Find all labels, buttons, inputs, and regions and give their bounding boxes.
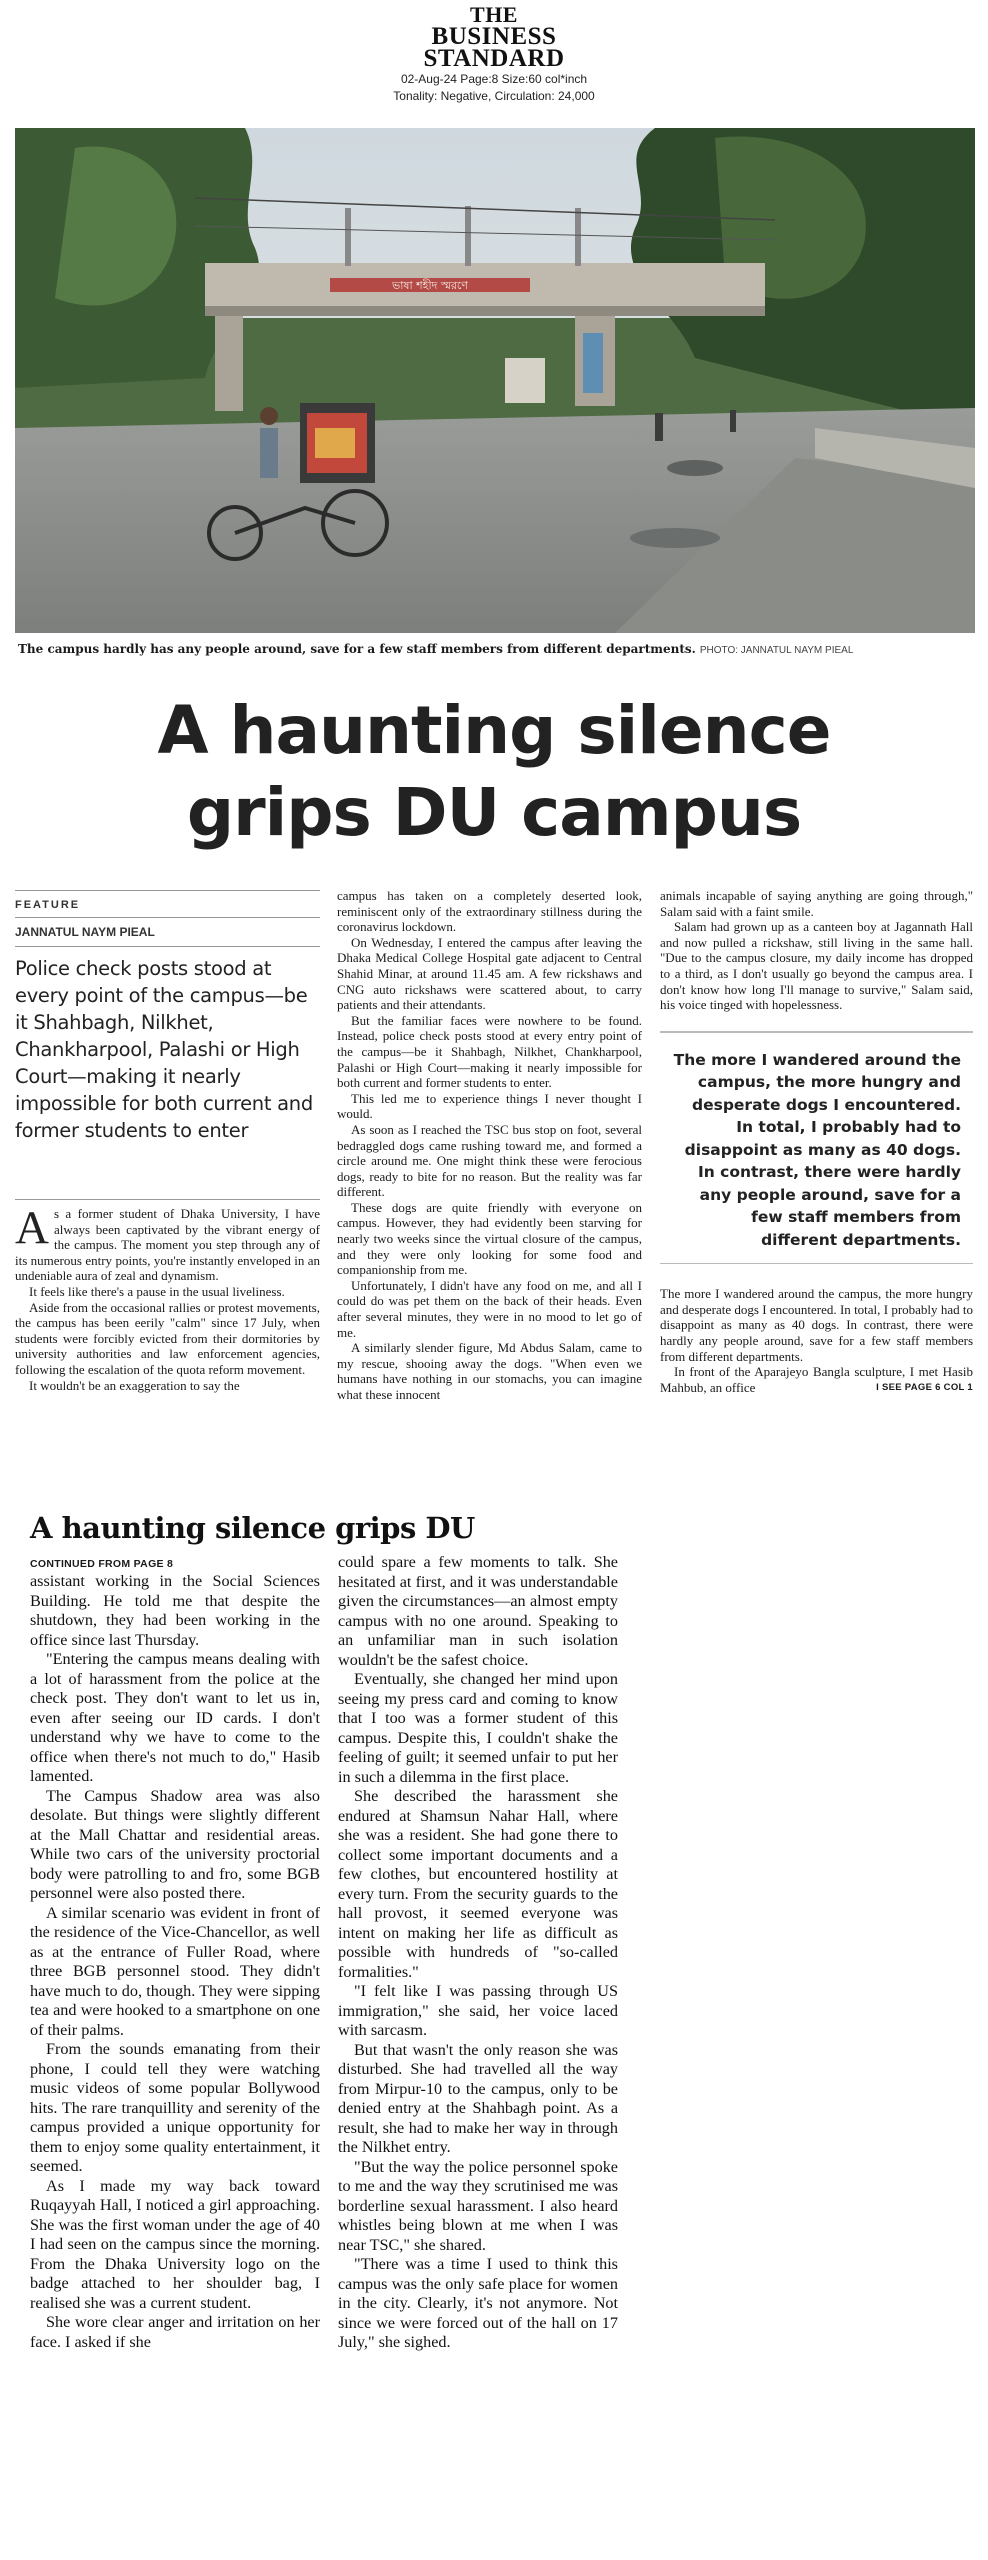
paragraph: Aside from the occasional rallies or protest movements, the campus has been eerily "calm" since 17 July, when students were forcibly evicted from their dormitories by university authorities and law enforcement agencies, following the escalation of the quota reform movement. [15,1299,320,1377]
column-2 [337,888,642,1403]
article-headline [0,690,988,854]
paragraph: It feels like there's a pause in the usual liveliness. [29,1283,285,1299]
paragraph: As soon as I reached the TSC bus stop on foot, several bedraggled dogs came rushing toward me, and formed a circle around me. One might think these were ferocious dogs, ready to bite for no reason. But the reality was far different. [337,1121,642,1200]
paragraph: Salam had grown up as a canteen boy at Jagannath Hall and now pulled a rickshaw, still living in the same hall. "Due to the campus closure, my daily income has dropped to a third, as I don't usually go beyond the campus area. I don't know how long I'll manage to survive," Salam said, his voice tinged with hopelessness. [660,919,973,1013]
paragraph: She wore clear anger and irritation on her face. I asked if she [30,2313,320,2351]
photo-caption [18,641,968,659]
paragraph-text: s a former student of Dhaka University, I have always been captivated by the vibrant energy of the campus. The moment you step through any of its numerous entry points, you're instantly enveloped in an undeniable aura of zeal and dynamism. [15,1206,320,1284]
paragraph: The Campus Shadow area was also desolate. But things were slightly different at the Mall Chattar and residential areas. While two cars of the university proctorial body were patrolling to and fro, some BGB personnel were also posted there. [30,1786,320,1902]
paragraph: As I made my way back toward Ruqayyah Hall, I noticed a girl approaching. She was the first woman under the age of 40 I had seen on the campus since the morning. From the Dhaka University logo on the badge attached to her shoulder bag, I realised she was a current student. [30,2176,320,2312]
continued-from-label: CONTINUED FROM PAGE 8 [30,1558,174,1570]
continuation-column-left [30,1572,320,2352]
pull-quote: The more I wandered around the campus, the more hungry and desperate dogs I encountered. In total, I probably had to disappoint as many as 40 dogs. In contrast, there were hardly any people around, save for a few staff members from different departments. [660,1031,973,1265]
paragraph: It wouldn't be an exaggeration to say the [29,1377,240,1393]
continuation-column-right [338,1553,618,2353]
continuation-headline: A haunting silence grips DU [30,1511,475,1545]
headline-line-1: A haunting silence [157,692,831,769]
paragraph: A similar scenario was evident in front of the residence of the Vice-Chancellor, as well as at the entrance of Fuller Road, where three BGB personnel stood. They didn't have much to do, though. They were sipping tea and were hooked to a smartphone on one of their palms. [30,1903,320,2039]
author-byline: JANNATUL NAYM PIEAL [15,925,155,939]
divider [15,1199,320,1200]
column-3 [660,888,973,1395]
paragraph: But that wasn't the only reason she was disturbed. She had travelled all the way from Mirpur-10 to the campus, only to be denied entry at the Shahbagh point. As a result, she had to make her way in through the Nilkhet entry. [338,2040,618,2156]
paragraph: The more I wandered around the campus, the more hungry and desperate dogs I encountered. In total, I probably had to disappoint as many as 40 dogs. In contrast, there were hardly any people around, save for a few staff members from different departments. [660,1286,973,1364]
newspaper-logo [0,4,988,70]
body-text-col1 [15,1202,320,1393]
headline-line-2: grips DU campus [186,774,802,851]
paragraph: "Entering the campus means dealing with a lot of harassment from the police at the check post. They don't want to let us in, even after seeing our ID cards. I don't understand why we have to come to the office when there's not much to do," Hasib lamented. [30,1650,320,1785]
clipping-meta-date: 02-Aug-24 Page:8 Size:60 col*inch [400,72,588,86]
body-text-col3 [660,888,973,1013]
paragraph: She described the harassment she endured at Shamsun Nahar Hall, where she was a resident. She had gone there to collect some important documents and a few clothes, but encountered hostility at every turn. From the security guards to the hall provost, it seemed everyone was intent on making her life as difficult as possible with hundreds of "so-called formalities." [338,1787,618,1981]
jump-reference: I SEE PAGE 6 COL 1 [876,1381,973,1393]
paragraph: "But the way the police personnel spoke to me and the way they scrutinised me was borderline sexual harassment. I also heard whistles being blown at me when I was near TSC," she shared. [338,2157,618,2254]
paragraph: These dogs are quite friendly with everyone on campus. However, they had evidently been starving for nearly two weeks since the virtual closure of the campus, and they were only looking for some food and companionship from me. [337,1199,642,1278]
paragraph: A similarly slender figure, Md Abdus Salam, came to my rescue, shooing away the dogs. "When even we humans have nothing in our stomachs, you can imagine what these innocent [337,1340,642,1402]
paragraph: But the familiar faces were nowhere to be found. Instead, police check posts stood at every entry point of the campus—be it Shahbagh, Nilkhet, Chankharpool, Palashi or High Court—making it nearly impossible for both current and former students to enter. [337,1012,642,1091]
logo-business: BUSINESS [431,23,557,50]
paragraph: From the sounds emanating from their phone, I could tell they were watching music videos of some popular Bollywood hits. The rare tranquillity and serenity of the campus provided a unique opportunity for them to enjoy some quality entertainment, it seemed. [30,2040,320,2175]
overpass-banner-text: ভাষা শহীদ স্মরণে [392,279,468,292]
paragraph: Eventually, she changed her mind upon seeing my press card and coming to know that I too was a former student of this campus. Despite this, I couldn't shake the feeling of guilt; it seemed unfair to put her in such a dilemma in the first place. [338,1670,618,1786]
paragraph: On Wednesday, I entered the campus after leaving the Dhaka Medical College Hospital gate adjacent to Central Shahid Minar, at around 11.45 am. A few rickshaws and CNG auto rickshaws were scattered about, to carry patients and their attendants. [337,934,642,1013]
logo-the: THE [470,2,518,27]
column-1 [15,890,320,1393]
masthead [0,4,988,104]
photo-credit: PHOTO: JANNATUL NAYM PIEAL [699,645,854,656]
paragraph-text: In front of the Aparajeyo Bangla sculpture, I met Hasib Mahbub, an office [660,1364,973,1395]
body-text-col3-lower [660,1286,973,1395]
paragraph: campus has taken on a completely deserted look, reminiscent only of the extraordinary stillness during the coronavirus lockdown. [337,888,642,935]
paragraph: "There was a time I used to think this campus was the only safe place for women in the city. Clearly, it's not anymore. Not since we were forced out of the hall on 17 July," she sighed. [338,2255,618,2351]
paragraph [660,1364,973,1395]
caption-text: The campus hardly has any people around, save for a few staff members from different departments. [18,642,696,656]
campus-photo-image [15,128,975,633]
paragraph: animals incapable of saying anything are going through," Salam said with a faint smile. [660,888,973,919]
paragraph: Unfortunately, I didn't have any food on me, and all I could do was pet them on the back of their heads. Even after several minutes, they were in no mood to let go of me. [337,1277,642,1340]
article-deck: Police check posts stood at every point of the campus—be it Shahbagh, Nilkhet, Chankharpool, Palashi or High Court—making it nearly impossible for both current and former students to enter [15,957,313,1142]
campus-photo [15,128,975,633]
clipping-meta-tonality: Tonality: Negative, Circulation: 24,000 [393,89,595,103]
drop-cap: A [15,1202,49,1254]
paragraph: assistant working in the Social Sciences Building. He told me that despite the shutdown, they had been working in the office since last Thursday. [30,1572,320,1649]
paragraph [15,1202,320,1284]
paragraph: could spare a few moments to talk. She hesitated at first, and it was understandable given the circumstances—an almost empty campus with no one around. Speaking to an unfamiliar man in such isolation wouldn't be the safest choice. [338,1553,618,1669]
paragraph: This led me to experience things I never thought I would. [337,1090,642,1122]
logo-standard: STANDARD [423,45,565,72]
section-kicker: FEATURE [15,899,81,911]
paragraph: "I felt like I was passing through US immigration," she said, her voice laced with sarcasm. [338,1982,618,2039]
